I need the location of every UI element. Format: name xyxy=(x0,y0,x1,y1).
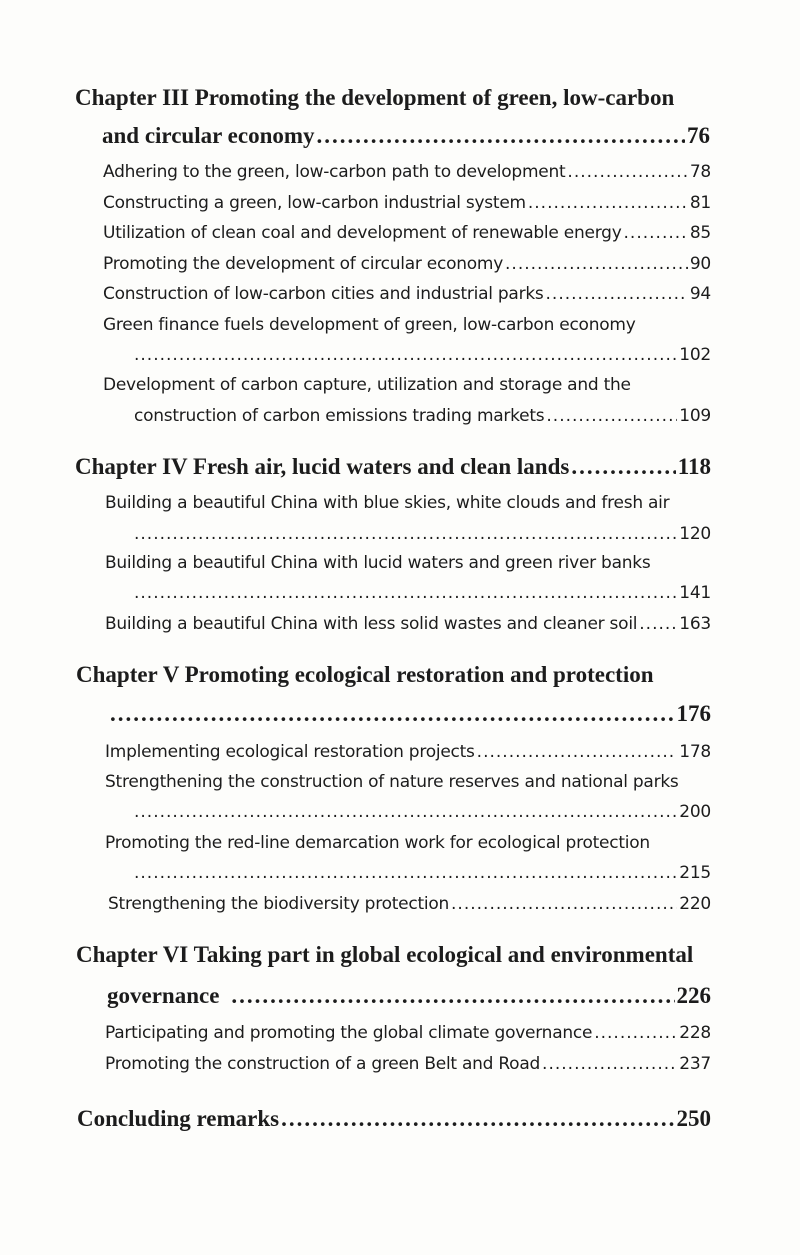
dot-leader xyxy=(571,443,675,491)
section-page: 94 xyxy=(689,284,711,304)
chapter-3-entry[interactable] xyxy=(102,112,710,160)
toc-entry[interactable] xyxy=(103,188,711,219)
section-page: 90 xyxy=(689,254,711,274)
section-title: Adhering to the green, low-carbon path to development xyxy=(103,162,566,182)
dot-leader xyxy=(134,578,677,609)
chapter-6-title-line2: governance xyxy=(107,983,220,1008)
dot-leader xyxy=(546,401,677,432)
toc-entry-continuation[interactable] xyxy=(134,401,711,432)
toc-entry[interactable] xyxy=(103,157,711,188)
section-page: 109 xyxy=(679,406,711,426)
dot-leader xyxy=(624,218,688,249)
dot-leader xyxy=(594,1018,677,1049)
toc-entry[interactable] xyxy=(105,1018,711,1049)
dot-leader xyxy=(542,1049,677,1080)
chapter-4-title: Chapter IV Fresh air, lucid waters and clean lands xyxy=(75,454,570,479)
toc-entry-continuation[interactable] xyxy=(134,797,711,828)
concluding-title: Concluding remarks xyxy=(77,1106,280,1131)
section-page: 200 xyxy=(679,802,711,822)
section-title[interactable]: Building a beautiful China with blue skies, white clouds and fresh air xyxy=(105,493,670,513)
chapter-5-page: 176 xyxy=(676,701,711,726)
section-page: 237 xyxy=(679,1054,711,1074)
dot-leader xyxy=(567,157,687,188)
dot-leader xyxy=(134,340,677,371)
chapter-3-title-line2: and circular economy xyxy=(102,123,315,148)
chapter-4-page: 118 xyxy=(677,454,711,479)
section-title[interactable]: Development of carbon capture, utilization and storage and the xyxy=(103,375,631,395)
section-title: Promoting the development of circular economy xyxy=(103,254,504,274)
section-title[interactable]: Building a beautiful China with lucid waters and green river banks xyxy=(105,553,651,573)
toc-entry[interactable] xyxy=(105,737,711,768)
toc-entry-continuation[interactable] xyxy=(134,340,711,371)
section-page: 220 xyxy=(679,894,711,914)
dot-leader xyxy=(546,279,688,310)
dot-leader xyxy=(639,609,677,640)
section-page: 120 xyxy=(679,524,711,544)
toc-entry[interactable] xyxy=(103,218,711,249)
chapter-3-title-line1: Chapter III Promoting the development of green, low-carbon xyxy=(75,85,675,110)
section-title[interactable]: Green finance fuels development of green, low-carbon economy xyxy=(103,315,636,335)
toc-entry-continuation[interactable] xyxy=(134,858,711,889)
chapter-5-title: Chapter V Promoting ecological restoration and protection xyxy=(76,662,654,687)
section-title: construction of carbon emissions trading markets xyxy=(134,406,545,426)
section-title: Implementing ecological restoration projects xyxy=(105,742,475,762)
dot-leader xyxy=(451,889,677,920)
section-page: 102 xyxy=(679,345,711,365)
section-title: Promoting the construction of a green Belt and Road xyxy=(105,1054,541,1074)
dot-leader xyxy=(281,1095,674,1143)
section-title: Utilization of clean coal and development of renewable energy xyxy=(103,223,622,243)
section-page: 81 xyxy=(689,193,711,213)
section-page: 215 xyxy=(679,863,711,883)
chapter-5-entry[interactable] xyxy=(110,690,711,738)
dot-leader xyxy=(110,690,675,738)
section-page: 85 xyxy=(689,223,711,243)
section-title[interactable]: Strengthening the construction of nature reserves and national parks xyxy=(105,772,679,792)
section-title: Constructing a green, low-carbon industrial system xyxy=(103,193,526,213)
chapter-3-page: 76 xyxy=(687,123,710,148)
section-title: Building a beautiful China with less solid wastes and cleaner soil xyxy=(105,614,638,634)
dot-leader xyxy=(134,519,677,550)
toc-entry-continuation[interactable] xyxy=(134,519,711,550)
section-page: 163 xyxy=(679,614,711,634)
section-title[interactable]: Promoting the red-line demarcation work for ecological protection xyxy=(105,833,650,853)
dot-leader xyxy=(477,737,678,768)
section-page: 141 xyxy=(679,583,711,603)
toc-entry[interactable] xyxy=(103,249,711,280)
dot-leader xyxy=(231,972,674,1020)
section-title: Strengthening the biodiversity protection xyxy=(108,894,450,914)
toc-entry[interactable] xyxy=(105,1049,711,1080)
section-title: Construction of low-carbon cities and industrial parks xyxy=(103,284,544,304)
chapter-6-page: 226 xyxy=(676,983,711,1008)
chapter-6-entry[interactable] xyxy=(107,972,711,1020)
dot-leader xyxy=(317,112,685,160)
dot-leader xyxy=(528,188,688,219)
concluding-entry[interactable] xyxy=(77,1095,711,1143)
chapter-4-entry[interactable] xyxy=(75,443,711,491)
section-page: 78 xyxy=(689,162,711,182)
toc-entry[interactable] xyxy=(103,279,711,310)
dot-leader xyxy=(134,858,677,889)
dot-leader xyxy=(505,249,688,280)
section-page: 228 xyxy=(679,1023,711,1043)
chapter-6-title-line1: Chapter VI Taking part in global ecological and environmental xyxy=(76,942,694,967)
toc-entry[interactable] xyxy=(105,609,711,640)
toc-entry[interactable] xyxy=(108,889,711,920)
toc-entry-continuation[interactable] xyxy=(134,578,711,609)
section-page: 178 xyxy=(679,742,711,762)
concluding-page: 250 xyxy=(676,1106,711,1131)
section-title: Participating and promoting the global climate governance xyxy=(105,1023,593,1043)
dot-leader xyxy=(134,797,677,828)
